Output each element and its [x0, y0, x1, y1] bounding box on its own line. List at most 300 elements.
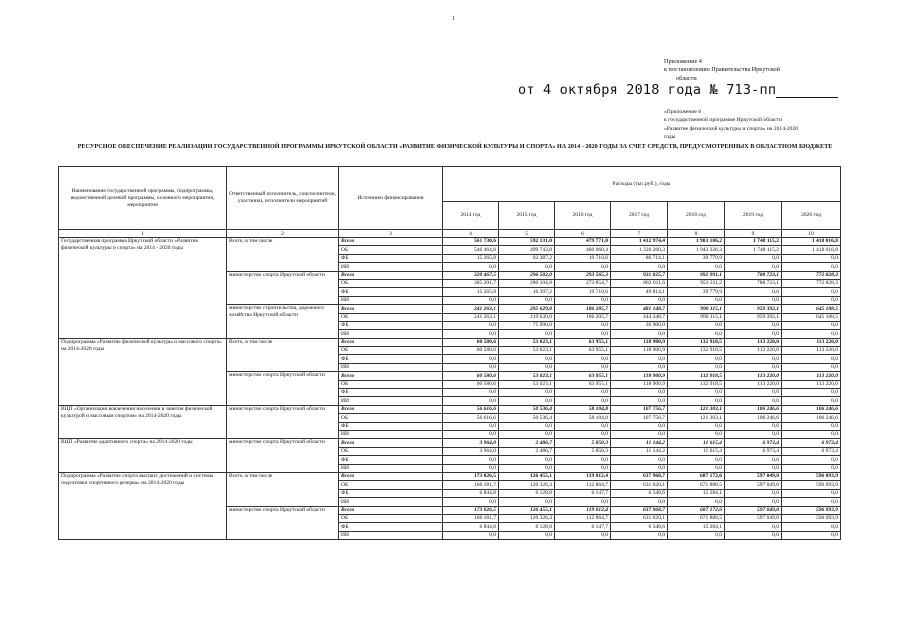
- amount-cell: 6 128,8: [499, 523, 555, 531]
- amount-cell: 173 026,5: [443, 506, 499, 514]
- amount-cell: 120 326,3: [499, 481, 555, 489]
- amount-cell: 113 220,0: [782, 372, 841, 380]
- amount-cell: 39 779,9: [668, 254, 725, 262]
- executor-cell: Всего, в том числе: [227, 338, 339, 372]
- amount-cell: 0,0: [443, 422, 499, 430]
- amount-cell: 3 964,0: [443, 447, 499, 455]
- amount-cell: 60 580,6: [443, 347, 499, 355]
- column-number: 5: [499, 230, 555, 238]
- amount-cell: 0,0: [555, 321, 611, 329]
- amount-cell: 645 188,5: [782, 305, 841, 313]
- amount-cell: 596 093,9: [782, 481, 841, 489]
- amount-cell: 0,0: [443, 363, 499, 371]
- amount-cell: 0,0: [611, 263, 668, 271]
- appendix-line: к государственной программе Иркутской области: [664, 117, 783, 124]
- amount-cell: 63 955,1: [555, 372, 611, 380]
- amount-cell: 460 060,4: [555, 246, 611, 254]
- amount-cell: 0,0: [555, 296, 611, 304]
- funding-source-cell: ОБ: [339, 313, 443, 321]
- amount-cell: 121 303,1: [668, 414, 725, 422]
- amount-cell: 0,0: [782, 456, 841, 464]
- program-name-cell: Подпрограмма «Развитие физической культуры и массового спорта» на 2014-2020 годы: [59, 338, 227, 405]
- executor-cell: Всего, в том числе: [227, 238, 339, 272]
- amount-cell: 106 246,6: [725, 414, 782, 422]
- amount-cell: 118 900,9: [611, 338, 668, 346]
- amount-cell: 280 104,8: [499, 279, 555, 287]
- amount-cell: 0,0: [725, 321, 782, 329]
- amount-cell: 92 387,2: [499, 254, 555, 262]
- amount-cell: 113 220,0: [725, 347, 782, 355]
- column-number: 6: [555, 230, 611, 238]
- program-name-cell: Подпрограмма «Развитие спорта высших достижений и системы подготовки спортивного резерва» на 2014-2020 годы: [59, 472, 227, 539]
- amount-cell: 953 211,2: [668, 279, 725, 287]
- amount-cell: 241 263,1: [443, 313, 499, 321]
- header-year: 2015 год: [499, 202, 555, 230]
- amount-cell: 0,0: [668, 296, 725, 304]
- header-program-name: Наименование государственной программы, подпрограммы, ведомственной целевой программы, основного мероприятия, мероприятия: [59, 167, 227, 230]
- amount-cell: 0,0: [725, 397, 782, 405]
- amount-cell: 479 771,0: [555, 238, 611, 246]
- amount-cell: 113 220,0: [782, 347, 841, 355]
- amount-cell: 6 973,4: [782, 447, 841, 455]
- funding-source-cell: ИИ: [339, 430, 443, 438]
- amount-cell: 60 580,6: [443, 372, 499, 380]
- amount-cell: 788 723,1: [725, 279, 782, 287]
- funding-source-cell: ФБ: [339, 422, 443, 430]
- header-year: 2014 год: [443, 202, 499, 230]
- amount-cell: 6 348,6: [611, 489, 668, 497]
- amount-cell: 0,0: [555, 397, 611, 405]
- amount-cell: 596 093,9: [782, 506, 841, 514]
- amount-cell: 596 093,9: [782, 472, 841, 480]
- amount-cell: 0,0: [725, 263, 782, 271]
- amount-cell: 6 147,7: [555, 489, 611, 497]
- amount-cell: 126 455,1: [499, 506, 555, 514]
- amount-cell: 0,0: [611, 456, 668, 464]
- amount-cell: 631 620,1: [611, 514, 668, 522]
- amount-cell: 0,0: [555, 330, 611, 338]
- funding-source-cell: Всего: [339, 338, 443, 346]
- header-expenses: Расходы (тыс.руб.), годы: [443, 167, 841, 202]
- amount-cell: 2 486,7: [499, 439, 555, 447]
- amount-cell: 0,0: [611, 430, 668, 438]
- amount-cell: 53 023,1: [499, 347, 555, 355]
- executor-cell: Всего, в том числе: [227, 472, 339, 506]
- amount-cell: 1 418 016,8: [782, 238, 841, 246]
- amount-cell: 58 104,8: [555, 405, 611, 413]
- funding-source-cell: ФБ: [339, 456, 443, 464]
- funding-source-cell: ОБ: [339, 347, 443, 355]
- table-row: [59, 439, 841, 447]
- amount-cell: 16 397,2: [499, 288, 555, 296]
- amount-cell: 0,0: [782, 296, 841, 304]
- amount-cell: 15 284,1: [668, 489, 725, 497]
- amount-cell: 444 248,7: [611, 313, 668, 321]
- header-year: 2019 год: [725, 202, 782, 230]
- amount-cell: 0,0: [725, 430, 782, 438]
- amount-cell: 0,0: [668, 263, 725, 271]
- column-number: 4: [443, 230, 499, 238]
- amount-cell: 273 854,7: [555, 279, 611, 287]
- amount-cell: 0,0: [611, 397, 668, 405]
- amount-cell: 6 147,7: [555, 523, 611, 531]
- amount-cell: 19 710,6: [555, 254, 611, 262]
- amount-cell: 0,0: [668, 355, 725, 363]
- amount-cell: 990 115,1: [668, 313, 725, 321]
- amount-cell: 0,0: [668, 397, 725, 405]
- amount-cell: 992 991,1: [668, 271, 725, 279]
- amount-cell: 0,0: [555, 263, 611, 271]
- page-number: 1: [452, 16, 455, 22]
- amount-cell: 0,0: [555, 531, 611, 539]
- amount-cell: 1 983 106,2: [668, 238, 725, 246]
- amount-cell: 106 246,6: [782, 414, 841, 422]
- amount-cell: 772 828,3: [782, 271, 841, 279]
- amount-cell: 15 284,1: [668, 523, 725, 531]
- amount-cell: 0,0: [555, 464, 611, 472]
- column-number: 3: [339, 230, 443, 238]
- amount-cell: 112 864,7: [555, 514, 611, 522]
- amount-cell: 241 263,1: [443, 305, 499, 313]
- amount-cell: 0,0: [443, 397, 499, 405]
- amount-cell: 0,0: [555, 389, 611, 397]
- executor-cell: министерство спорта Иркутской области: [227, 372, 339, 406]
- amount-cell: 60 580,6: [443, 380, 499, 388]
- amount-cell: 637 968,7: [611, 472, 668, 480]
- table-row: [59, 338, 841, 346]
- amount-cell: 0,0: [725, 330, 782, 338]
- amount-cell: 0,0: [725, 422, 782, 430]
- amount-cell: 959 392,1: [725, 305, 782, 313]
- amount-cell: 0,0: [499, 263, 555, 271]
- amount-cell: 0,0: [611, 363, 668, 371]
- header-funding-source: Источники финансирования: [339, 167, 443, 230]
- funding-source-cell: ФБ: [339, 355, 443, 363]
- amount-cell: 0,0: [725, 389, 782, 397]
- amount-cell: 0,0: [611, 296, 668, 304]
- amount-cell: 53 023,1: [499, 372, 555, 380]
- resolution-date-text: от 4 октября 2018 года № 713-пп: [518, 82, 777, 98]
- appendix-header: [664, 58, 784, 83]
- amount-cell: 11 144,2: [611, 447, 668, 455]
- amount-cell: 0,0: [668, 321, 725, 329]
- amount-cell: 60 580,6: [443, 338, 499, 346]
- amount-cell: 113 220,0: [725, 372, 782, 380]
- amount-cell: 0,0: [499, 355, 555, 363]
- amount-cell: 0,0: [725, 363, 782, 371]
- funding-source-cell: Всего: [339, 506, 443, 514]
- amount-cell: 596 093,9: [782, 514, 841, 522]
- amount-cell: 118 900,9: [611, 380, 668, 388]
- column-number: 7: [611, 230, 668, 238]
- amount-cell: 39 779,9: [668, 288, 725, 296]
- amount-cell: 106 246,6: [725, 405, 782, 413]
- amount-cell: 0,0: [668, 330, 725, 338]
- amount-cell: 53 023,1: [499, 338, 555, 346]
- amount-cell: 0,0: [499, 397, 555, 405]
- amount-cell: 86 714,1: [611, 254, 668, 262]
- amount-cell: 0,0: [611, 422, 668, 430]
- funding-source-cell: ИИ: [339, 464, 443, 472]
- funding-source-cell: ОБ: [339, 246, 443, 254]
- amount-cell: 597 049,0: [725, 506, 782, 514]
- amount-cell: 0,0: [782, 430, 841, 438]
- amount-cell: 0,0: [443, 389, 499, 397]
- funding-source-cell: ИИ: [339, 296, 443, 304]
- amount-cell: 631 620,1: [611, 481, 668, 489]
- funding-source-cell: ОБ: [339, 380, 443, 388]
- amount-cell: 0,0: [782, 498, 841, 506]
- amount-cell: 6 348,6: [611, 523, 668, 531]
- appendix-line: к постановлению Правительства Иркутской: [664, 66, 780, 74]
- amount-cell: 499 743,8: [499, 246, 555, 254]
- funding-source-cell: Всего: [339, 372, 443, 380]
- funding-source-cell: Всего: [339, 472, 443, 480]
- amount-cell: 50 536,4: [499, 405, 555, 413]
- amount-cell: 112 864,7: [555, 481, 611, 489]
- executor-cell: министерство спорта Иркутской области: [227, 271, 339, 305]
- amount-cell: 0,0: [611, 531, 668, 539]
- amount-cell: 0,0: [443, 296, 499, 304]
- amount-cell: 293 565,3: [555, 271, 611, 279]
- column-number: 9: [725, 230, 782, 238]
- amount-cell: 2 486,7: [499, 447, 555, 455]
- amount-cell: 0,0: [555, 355, 611, 363]
- previous-appendix-header: [664, 108, 854, 141]
- amount-cell: 0,0: [555, 498, 611, 506]
- amount-cell: 132 918,5: [668, 380, 725, 388]
- amount-cell: 0,0: [443, 355, 499, 363]
- amount-cell: 0,0: [725, 296, 782, 304]
- amount-cell: 3 964,0: [443, 439, 499, 447]
- amount-cell: 0,0: [725, 489, 782, 497]
- amount-cell: 132 918,5: [668, 347, 725, 355]
- amount-cell: 0,0: [725, 355, 782, 363]
- amount-cell: 63 955,1: [555, 338, 611, 346]
- funding-source-cell: ОБ: [339, 414, 443, 422]
- amount-cell: 320 467,5: [443, 271, 499, 279]
- amount-cell: 186 205,7: [555, 313, 611, 321]
- amount-cell: 0,0: [668, 464, 725, 472]
- amount-cell: 132 918,5: [668, 372, 725, 380]
- resource-table: [58, 166, 841, 540]
- amount-cell: 0,0: [725, 523, 782, 531]
- amount-cell: 6 973,4: [782, 439, 841, 447]
- amount-cell: 592 131,0: [499, 238, 555, 246]
- amount-cell: 882 011,6: [611, 279, 668, 287]
- amount-cell: 11 615,4: [668, 447, 725, 455]
- amount-cell: 0,0: [611, 498, 668, 506]
- appendix-line: «Приложение 8: [664, 109, 702, 115]
- amount-cell: 36 900,0: [611, 321, 668, 329]
- funding-source-cell: Всего: [339, 405, 443, 413]
- amount-cell: 597 049,0: [725, 481, 782, 489]
- funding-source-cell: ФБ: [339, 321, 443, 329]
- amount-cell: 597 049,0: [725, 514, 782, 522]
- funding-source-cell: ОБ: [339, 447, 443, 455]
- amount-cell: 788 723,1: [725, 271, 782, 279]
- amount-cell: 56 616,6: [443, 414, 499, 422]
- funding-source-cell: ИИ: [339, 330, 443, 338]
- amount-cell: 119 012,4: [555, 472, 611, 480]
- table-row: [59, 472, 841, 480]
- amount-cell: 0,0: [782, 389, 841, 397]
- funding-source-cell: Всего: [339, 238, 443, 246]
- funding-source-cell: Всего: [339, 439, 443, 447]
- amount-cell: 0,0: [725, 288, 782, 296]
- executor-cell: министерство спорта Иркутской области: [227, 405, 339, 439]
- amount-cell: 132 918,5: [668, 338, 725, 346]
- amount-cell: 107 756,7: [611, 405, 668, 413]
- amount-cell: 1 412 974,4: [611, 238, 668, 246]
- amount-cell: 0,0: [499, 296, 555, 304]
- funding-source-cell: Всего: [339, 305, 443, 313]
- amount-cell: 305 201,7: [443, 279, 499, 287]
- amount-cell: 0,0: [555, 422, 611, 430]
- amount-cell: 106 246,6: [782, 405, 841, 413]
- amount-cell: 219 639,0: [499, 313, 555, 321]
- executor-cell: министерство спорта Иркутской области: [227, 506, 339, 540]
- funding-source-cell: ФБ: [339, 389, 443, 397]
- amount-cell: 0,0: [499, 363, 555, 371]
- amount-cell: 126 455,1: [499, 472, 555, 480]
- amount-cell: 990 115,1: [668, 305, 725, 313]
- amount-cell: 0,0: [782, 489, 841, 497]
- amount-cell: 546 464,8: [443, 246, 499, 254]
- amount-cell: 0,0: [782, 263, 841, 271]
- amount-cell: 50 536,4: [499, 414, 555, 422]
- amount-cell: 931 825,7: [611, 271, 668, 279]
- amount-cell: 637 968,7: [611, 506, 668, 514]
- amount-cell: 687 172,6: [668, 506, 725, 514]
- amount-cell: 0,0: [782, 321, 841, 329]
- amount-cell: 0,0: [611, 355, 668, 363]
- amount-cell: 166 181,7: [443, 514, 499, 522]
- amount-cell: 561 730,6: [443, 238, 499, 246]
- appendix-line: Приложение 4: [664, 58, 702, 65]
- stamp-underline: [776, 85, 838, 98]
- amount-cell: 63 955,1: [555, 380, 611, 388]
- amount-cell: 6 128,8: [499, 489, 555, 497]
- funding-source-cell: ИИ: [339, 531, 443, 539]
- amount-cell: 0,0: [611, 464, 668, 472]
- amount-cell: 671 888,5: [668, 514, 725, 522]
- amount-cell: 0,0: [668, 363, 725, 371]
- table-row: [59, 238, 841, 246]
- amount-cell: 121 303,1: [668, 405, 725, 413]
- amount-cell: 166 181,7: [443, 481, 499, 489]
- amount-cell: 118 900,9: [611, 372, 668, 380]
- amount-cell: 295 629,0: [499, 305, 555, 313]
- amount-cell: 0,0: [782, 363, 841, 371]
- amount-cell: 0,0: [782, 531, 841, 539]
- amount-cell: 0,0: [725, 456, 782, 464]
- program-name-cell: ВЦП «Организация вовлечения населения в занятия физической культурой и массовым спортом» на 2014-2020 годы: [59, 405, 227, 439]
- funding-source-cell: ФБ: [339, 489, 443, 497]
- appendix-line: области: [676, 74, 697, 82]
- amount-cell: 0,0: [443, 531, 499, 539]
- amount-cell: 0,0: [782, 355, 841, 363]
- amount-cell: 0,0: [668, 498, 725, 506]
- header-year: 2016 год: [555, 202, 611, 230]
- amount-cell: 0,0: [668, 531, 725, 539]
- amount-cell: 5 850,3: [555, 439, 611, 447]
- amount-cell: 0,0: [443, 430, 499, 438]
- amount-cell: 118 900,9: [611, 347, 668, 355]
- amount-cell: 173 026,5: [443, 472, 499, 480]
- amount-cell: 0,0: [555, 430, 611, 438]
- amount-cell: 0,0: [499, 531, 555, 539]
- executor-cell: министерство строительства, дорожного хозяйства Иркутской области: [227, 305, 339, 339]
- amount-cell: 58 104,8: [555, 414, 611, 422]
- amount-cell: 0,0: [499, 389, 555, 397]
- amount-cell: 120 326,3: [499, 514, 555, 522]
- amount-cell: 119 012,4: [555, 506, 611, 514]
- amount-cell: 6 844,8: [443, 489, 499, 497]
- amount-cell: 15 265,8: [443, 254, 499, 262]
- amount-cell: 113 220,0: [782, 338, 841, 346]
- header-executor: Ответственный исполнитель, соисполнители, участники, исполнители мероприятий: [227, 167, 339, 230]
- amount-cell: 0,0: [782, 254, 841, 262]
- amount-cell: 671 888,5: [668, 481, 725, 489]
- amount-cell: 113 220,0: [725, 338, 782, 346]
- funding-source-cell: ИИ: [339, 263, 443, 271]
- column-number: 10: [782, 230, 841, 238]
- amount-cell: 0,0: [611, 330, 668, 338]
- executor-cell: министерство спорта Иркутской области: [227, 439, 339, 473]
- amount-cell: 0,0: [443, 321, 499, 329]
- amount-cell: 15 265,8: [443, 288, 499, 296]
- header-year: 2018 год: [668, 202, 725, 230]
- amount-cell: 186 205,7: [555, 305, 611, 313]
- table-row: [59, 405, 841, 413]
- amount-cell: 113 220,0: [782, 380, 841, 388]
- amount-cell: 0,0: [443, 263, 499, 271]
- amount-cell: 1 943 326,3: [668, 246, 725, 254]
- amount-cell: 1 418 016,8: [782, 246, 841, 254]
- amount-cell: 0,0: [782, 422, 841, 430]
- funding-source-cell: ФБ: [339, 288, 443, 296]
- header-year: 2017 год: [611, 202, 668, 230]
- amount-cell: 0,0: [668, 422, 725, 430]
- amount-cell: 5 850,3: [555, 447, 611, 455]
- amount-cell: 0,0: [499, 464, 555, 472]
- amount-cell: 53 023,1: [499, 380, 555, 388]
- amount-cell: 0,0: [782, 330, 841, 338]
- amount-cell: 0,0: [725, 531, 782, 539]
- amount-cell: 6 973,4: [725, 447, 782, 455]
- amount-cell: 11 144,2: [611, 439, 668, 447]
- amount-cell: 481 148,7: [611, 305, 668, 313]
- amount-cell: 0,0: [499, 430, 555, 438]
- amount-cell: 1 326 260,3: [611, 246, 668, 254]
- amount-cell: 0,0: [499, 330, 555, 338]
- amount-cell: 959 392,1: [725, 313, 782, 321]
- program-name-cell: Государственная программа Иркутской области «Развитие физической культуры и спорта» на 2014 - 2020 годы: [59, 238, 227, 339]
- amount-cell: 0,0: [782, 397, 841, 405]
- funding-source-cell: ИИ: [339, 363, 443, 371]
- amount-cell: 0,0: [443, 464, 499, 472]
- amount-cell: 0,0: [725, 254, 782, 262]
- column-number: 8: [668, 230, 725, 238]
- amount-cell: 75 990,0: [499, 321, 555, 329]
- amount-cell: 0,0: [611, 389, 668, 397]
- funding-source-cell: ОБ: [339, 279, 443, 287]
- amount-cell: 0,0: [443, 498, 499, 506]
- amount-cell: 0,0: [668, 456, 725, 464]
- amount-cell: 0,0: [725, 464, 782, 472]
- amount-cell: 107 756,7: [611, 414, 668, 422]
